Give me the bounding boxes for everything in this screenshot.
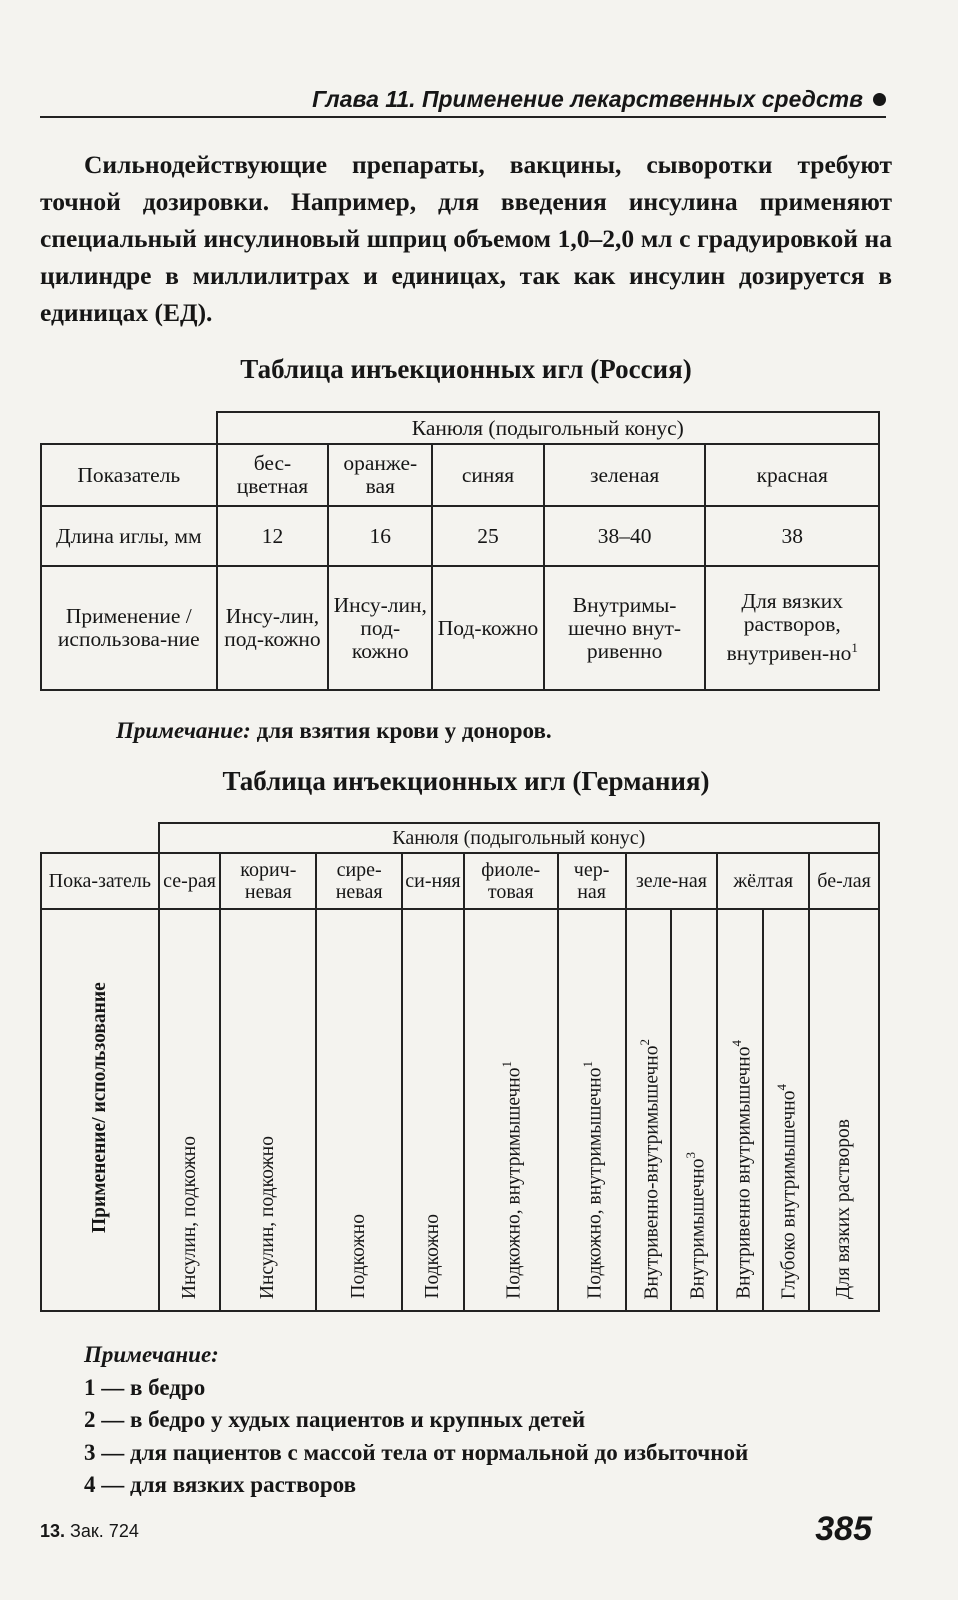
usage-text [257,1130,279,1305]
note-item: 2 — в бедро у худых пациентов и крупных детей [84,1407,586,1432]
usage-cell [717,909,763,1311]
signature-text: Зак. 724 [70,1521,139,1541]
usage-cell [159,909,221,1311]
table-cell: Инсу-лин, под-кожно [328,566,432,690]
column-header: чер-ная [558,853,626,909]
note-label: Примечание: [84,1342,219,1367]
column-header: зеленая [544,444,706,506]
table-russia [40,411,880,691]
row-label: Длина иглы, мм [41,506,217,566]
usage-value: Подкожно [348,1214,370,1299]
page-number: 385 [815,1510,872,1548]
footnote-mark: 1 [579,1061,595,1068]
column-header: се-рая [159,853,221,909]
note-label: Примечание: [116,718,251,743]
usage-cell [809,909,879,1311]
usage-cell [316,909,402,1311]
table-ru-title: Таблица инъекционных игл (Россия) [240,354,692,384]
footnote-mark: 1 [851,640,858,656]
usage-value: Инсулин, подкожно [257,1135,279,1299]
table-germany [40,822,880,1312]
usage-value: Подкожно [421,1214,443,1299]
usage-value: Подкожно, внутримышечно [503,1067,525,1299]
note-text: для взятия крови у доноров. [256,718,552,743]
row-header-label: Показатель [41,444,217,506]
footnote-mark: 2 [636,1038,652,1046]
table-cell: 38 [705,506,879,566]
printer-signature [40,1521,139,1542]
usage-cell [626,909,672,1311]
running-head [40,82,886,118]
table-cell: 16 [328,506,432,566]
usage-text [496,1055,526,1305]
usage-row-label [41,909,159,1311]
usage-cell [402,909,464,1311]
table-de-notes [84,1339,748,1502]
usage-text [833,1113,855,1305]
usage-text [771,1078,801,1305]
footnote-mark: 3 [682,1151,698,1159]
chapter-title: Глава 11. Применение лекарственных средств [312,86,863,112]
table-cell: 12 [217,506,329,566]
usage-text [680,1146,710,1305]
column-header: си-няя [402,853,464,909]
note-item: 3 — для пациентов с массой тела от нормальной до избыточной [84,1439,749,1465]
column-header: красная [705,444,879,506]
usage-cell [558,909,626,1311]
bullet-icon [873,93,886,106]
table-cell [705,566,879,690]
table-cell: Под-кожно [432,566,544,690]
table-ru-note [116,718,552,744]
table-cell: Внутримы-шечно внут-ривенно [544,566,706,690]
usage-value: Внутримышечно [687,1158,709,1299]
table-cell: Инсу-лин, под-кожно [217,566,329,690]
table-de-title: Таблица инъекционных игл (Германия) [222,766,710,796]
column-header: бес-цветная [217,444,329,506]
column-header: фиоле-товая [464,853,558,909]
column-header: синяя [432,444,544,506]
table-cell: 25 [432,506,544,566]
footnote-mark: 4 [774,1083,790,1091]
column-header: зеле-ная [626,853,718,909]
column-header: бе-лая [809,853,879,909]
usage-value: Внутривенно внутримышечно [733,1046,755,1299]
group-header: Канюля (подыгольный конус) [217,412,879,444]
usage-text [179,1130,201,1305]
usage-text [577,1055,607,1305]
intro-paragraph: Сильнодействующие препараты, вакцины, сыворотки требуют точной дозировки. Например, для введения инсулина применяют специальный инсулиновый шприц объемом 1,0–2,0 мл с градуировкой на цилиндре в миллилитрах и единицах, так как инсулин дозируется в единицах (ЕД). [40,150,892,327]
usage-value: Для вязких растворов [833,1118,855,1299]
usage-text [422,1208,444,1305]
row-label: Применение / использова-ние [41,566,217,690]
footnote-mark: 4 [728,1040,744,1047]
note-item: 4 — для вязких растворов [84,1472,356,1497]
footnote-mark: 1 [499,1061,515,1068]
group-header: Канюля (подыгольный конус) [159,823,879,853]
table-corner [41,412,217,444]
column-header: жёлтая [717,853,809,909]
usage-text [348,1208,370,1305]
usage-label-text: Применение/ использование [88,982,110,1233]
note-item: 1 — в бедро [84,1374,206,1400]
column-header: корич-невая [220,853,316,909]
usage-text [634,1033,664,1305]
column-header: сире-невая [316,853,402,909]
row-header-label: Пока-затель [41,853,159,909]
column-header: оранже-вая [328,444,432,506]
usage-cell [763,909,809,1311]
usage-value: Инсулин, подкожно [178,1135,200,1299]
usage-value: Глубоко внутримышечно [778,1090,800,1299]
cell-text: Для вязких растворов, внутривен-но [726,589,852,666]
usage-text [726,1034,756,1305]
usage-cell [220,909,316,1311]
table-corner [41,823,159,853]
usage-cell [671,909,717,1311]
table-cell: 38–40 [544,506,706,566]
usage-value: Внутривенно-внутримышечно [641,1045,663,1299]
usage-cell [464,909,558,1311]
signature-number: 13. [40,1521,66,1541]
usage-value: Подкожно, внутримышечно [584,1067,606,1299]
